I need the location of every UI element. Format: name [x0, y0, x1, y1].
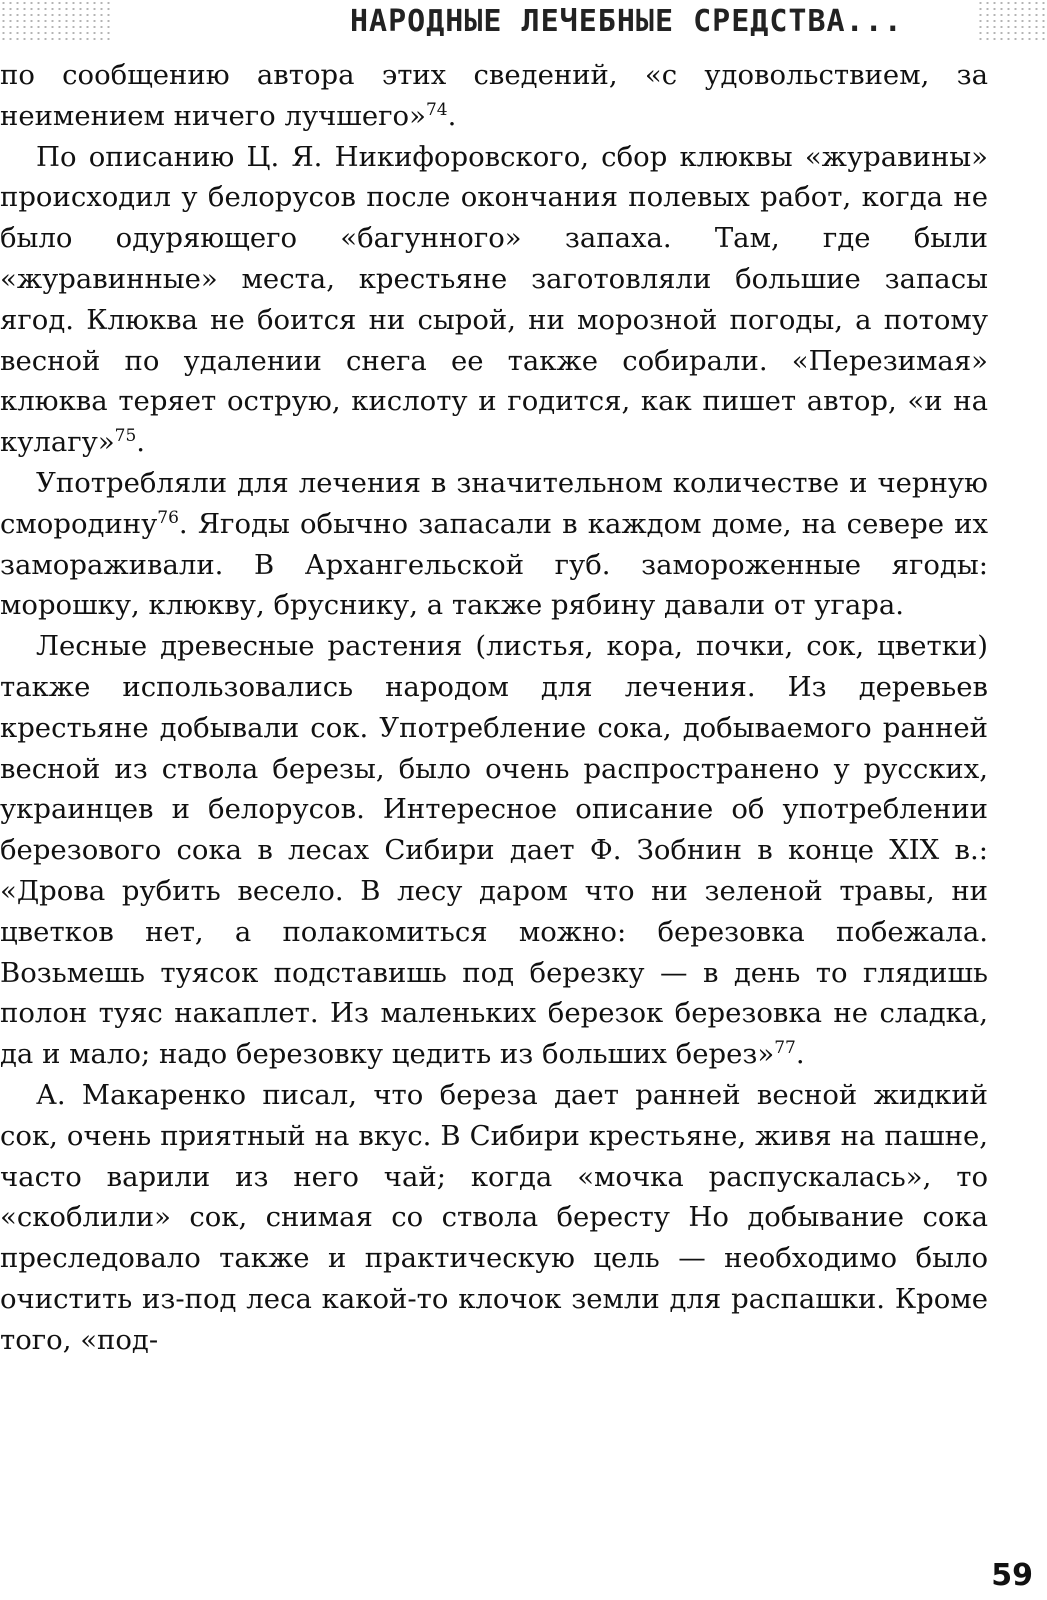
header-ornament-right — [977, 0, 1047, 44]
running-header — [0, 0, 1047, 50]
paragraph-tail: . — [447, 99, 457, 132]
paragraph-tail: . — [795, 1038, 805, 1071]
paragraph-3 — [0, 463, 988, 626]
paragraph-1 — [0, 55, 988, 137]
running-header-title: НАРОДНЫЕ ЛЕЧЕБНЫЕ СРЕДСТВА... — [350, 4, 903, 39]
paragraph-tail: . Ягоды обычно запасали в каждом доме, на севере их замораживали. В Архангельской губ. замороженные ягоды: морошку, клюкву, бруснику, а также рябину давали от угара. — [0, 507, 988, 622]
paragraph-text: Употребляли для лечения в значительном количестве и черную смородину — [0, 466, 988, 540]
footnote-ref-76: 76 — [157, 507, 179, 528]
paragraph-tail: . — [136, 426, 146, 459]
paragraph-text: А. Макаренко писал, что береза дает ранней весной жидкий сок, очень приятный на вкус. В Сибири крестьяне, живя на пашне, часто варили из него чай; когда «мочка распускалась», то «скоблили» сок, снимая со ствола бересту Но добывание сока преследовало также и практическую цель — необходимо было очистить из-под леса какой-то клочок земли для распашки. Кроме того, «под- — [0, 1078, 988, 1356]
paragraph-4 — [0, 626, 988, 1075]
header-ornament-left — [0, 0, 110, 44]
paragraph-text: Лесные древесные растения (листья, кора, почки, сок, цветки) также использовались народом для лечения. Из деревьев крестьяне добывали сок. Употребление сока, добываемого ранней весной из ствола березы, было очень распространено у русских, украинцев и белорусов. Интересное описание об употреблении березового сока в лесах Сибири дает Ф. Зобнин в конце XIX в.: «Дрова рубить весело. В лесу даром что ни зеленой травы, ни цветков нет, а полакомиться можно: березовка побежала. Возьмешь туясок подставишь под березку — в день то глядишь полон туяс накаплет. Из маленьких березок березовка не сладка, да и мало; надо березовку цедить из больших берез» — [0, 630, 988, 1071]
paragraph-5 — [0, 1075, 988, 1361]
page-number: 59 — [991, 1558, 1033, 1593]
paragraph-text: По описанию Ц. Я. Никифоровского, сбор клюквы «журавины» происходил у белорусов после окончания полевых работ, когда не было одуряющего «багунного» запаха. Там, где были «журавинные» места, крестьяне заготовляли большие запасы ягод. Клюква не боится ни сырой, ни морозной погоды, а потому весной по удалении снега ее также собирали. «Перезимая» клюква теряет острую, кислоту и годится, как пишет автор, «и на кулагу» — [0, 140, 988, 459]
footnote-ref-75: 75 — [114, 426, 137, 447]
paragraph-text: по сообщению автора этих сведений, «с удовольствием, за неимением ничего лучшего» — [0, 59, 988, 132]
page-body — [0, 55, 988, 1361]
footnote-ref-77: 77 — [774, 1037, 796, 1058]
paragraph-2 — [0, 137, 988, 463]
footnote-ref-74: 74 — [425, 99, 448, 120]
